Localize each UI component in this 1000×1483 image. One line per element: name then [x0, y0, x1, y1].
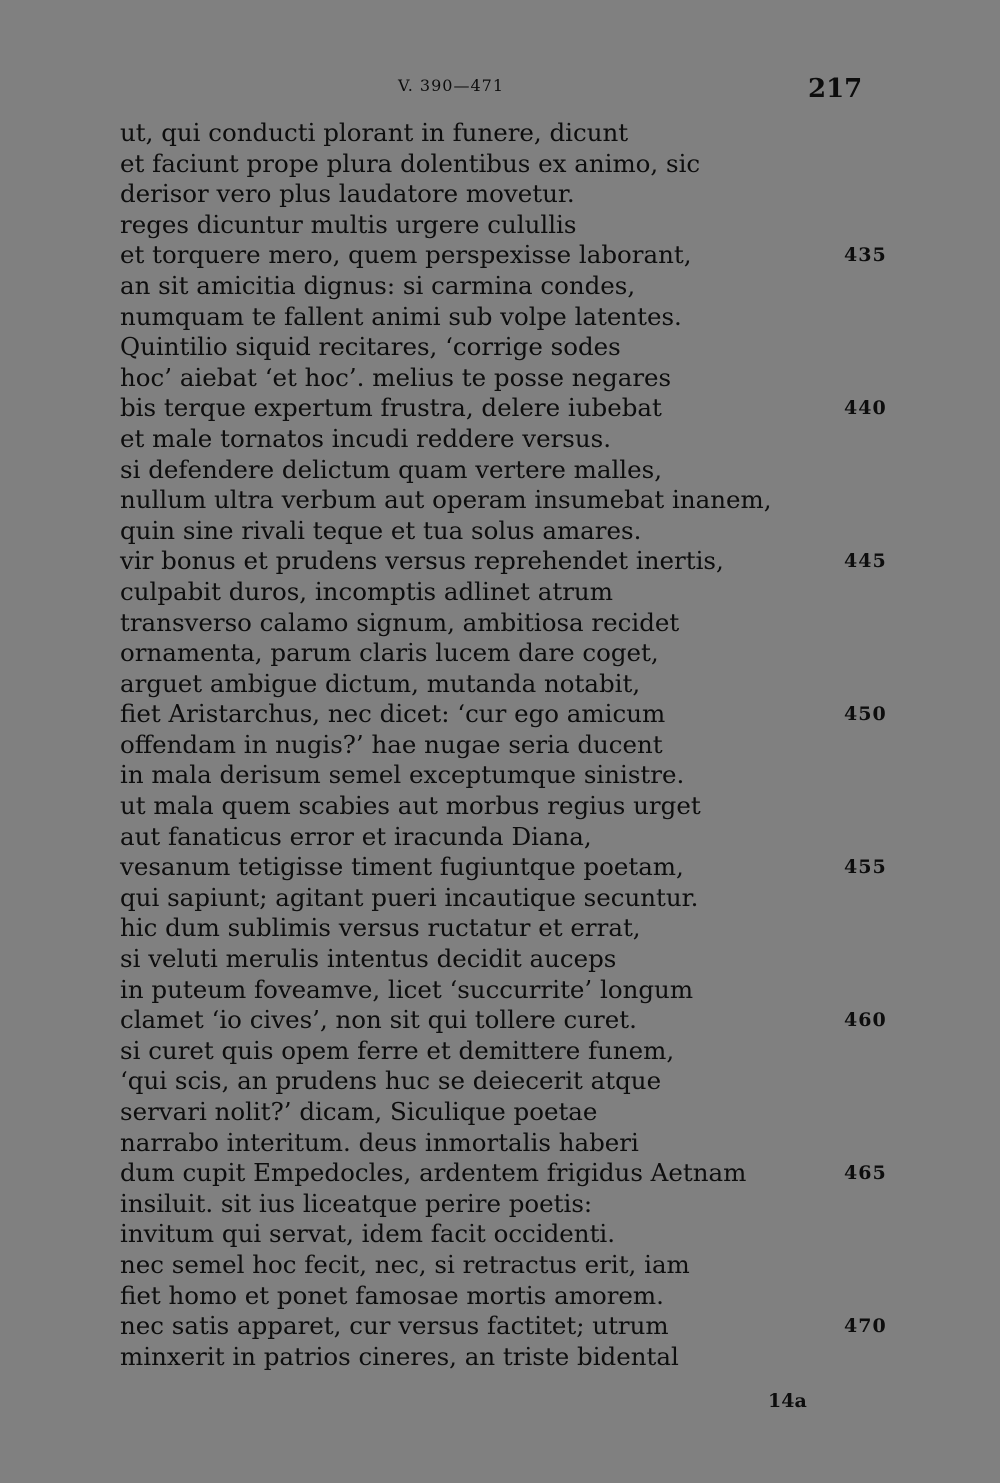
verse-line: [120, 1097, 910, 1128]
verse-text: ut mala quem scabies aut morbus regius urget: [120, 791, 701, 821]
verse-text: clamet ‘io cives’, non sit qui tollere curet.: [120, 1005, 637, 1035]
verse-list: [120, 118, 910, 1372]
verse-text: vir bonus et prudens versus reprehendet inertis,: [120, 546, 724, 576]
verse-text: dum cupit Empedocles, ardentem frigidus Aetnam: [120, 1158, 747, 1188]
verse-line: [120, 332, 910, 363]
verse-line: [120, 669, 910, 700]
verse-text: Quintilio siquid recitares, ‘corrige sodes: [120, 332, 621, 362]
verse-text: arguet ambigue dictum, mutanda notabit,: [120, 668, 641, 698]
verse-text: fiet Aristarchus, nec dicet: ‘cur ego amicum: [120, 699, 666, 729]
line-number: 450: [844, 703, 887, 726]
page-number: 217: [808, 74, 863, 104]
line-number: 445: [844, 550, 887, 573]
verse-line: [120, 302, 910, 333]
verse-text: servari nolit?’ dicam, Siculique poetae: [120, 1097, 598, 1126]
line-number: 460: [844, 1009, 887, 1032]
verse-line: [120, 944, 910, 975]
verse-text: insiluit. sit ius liceatque perire poetis:: [120, 1188, 593, 1218]
verse-line: [120, 455, 910, 486]
verse-text: in mala derisum semel exceptumque sinistre.: [120, 760, 685, 790]
verse-line: [120, 179, 910, 210]
verse-line: [120, 1311, 910, 1342]
verse-text: si defendere delictum quam vertere malles,: [120, 454, 662, 484]
verse-text: fiet homo et ponet famosae mortis amorem.: [120, 1280, 664, 1310]
verse-text: transverso calamo signum, ambitiosa recidet: [120, 607, 680, 637]
verse-text: ut, qui conducti plorant in funere, dicunt: [120, 118, 629, 147]
verse-text: qui sapiunt; agitant pueri incautique secuntur.: [120, 882, 699, 912]
verse-line: [120, 1158, 910, 1189]
verse-line: [120, 822, 910, 853]
verse-line: [120, 1219, 910, 1250]
verse-line: [120, 883, 910, 914]
verse-line: [120, 1005, 910, 1036]
verse-line: [120, 975, 910, 1006]
verse-text: si curet quis opem ferre et demittere funem,: [120, 1035, 675, 1065]
verse-text: si veluti merulis intentus decidit auceps: [120, 944, 617, 974]
verse-line: [120, 424, 910, 455]
verse-text: in puteum foveamve, licet ‘succurrite’ longum: [120, 974, 694, 1004]
running-head: V. 390—471: [398, 76, 505, 95]
verse-text: minxerit in patrios cineres, an triste bidental: [120, 1341, 679, 1371]
line-number: 455: [844, 856, 887, 879]
line-number: 465: [844, 1162, 887, 1185]
verse-line: [120, 791, 910, 822]
verse-text: nec satis apparet, cur versus factitet; utrum: [120, 1311, 669, 1341]
verse-text: numquam te fallent animi sub volpe latentes.: [120, 301, 682, 331]
line-number: 440: [844, 397, 887, 420]
verse-line: [120, 546, 910, 577]
verse-text: narrabo interitum. deus inmortalis haberi: [120, 1127, 639, 1157]
verse-text: hic dum sublimis versus ructatur et errat,: [120, 913, 641, 943]
verse-line: [120, 638, 910, 669]
verse-line: [120, 240, 910, 271]
verse-line: [120, 608, 910, 639]
verse-line: [120, 1189, 910, 1220]
verse-line: [120, 1128, 910, 1159]
verse-text: ‘qui scis, an prudens huc se deiecerit atque: [120, 1066, 662, 1096]
verse-text: an sit amicitia dignus: si carmina condes,: [120, 270, 636, 300]
verse-line: [120, 913, 910, 944]
verse-text: hoc’ aiebat ‘et hoc’. melius te posse negares: [120, 362, 672, 392]
verse-line: [120, 1250, 910, 1281]
verse-line: [120, 730, 910, 761]
verse-line: [120, 363, 910, 394]
verse-line: [120, 577, 910, 608]
verse-line: [120, 516, 910, 547]
verse-text: invitum qui servat, idem facit occidenti.: [120, 1219, 616, 1249]
verse-text: nullum ultra verbum aut operam insumebat inanem,: [120, 485, 772, 515]
verse-line: [120, 1036, 910, 1067]
verse-line: [120, 118, 910, 149]
verse-text: culpabit duros, incomptis adlinet atrum: [120, 576, 613, 606]
verse-line: [120, 393, 910, 424]
line-number: 470: [844, 1315, 887, 1338]
verse-text: reges dicuntur multis urgere culullis: [120, 209, 577, 239]
verse-line: [120, 1066, 910, 1097]
verse-text: derisor vero plus laudatore movetur.: [120, 179, 575, 209]
line-number: 435: [844, 244, 887, 267]
verse-text: et faciunt prope plura dolentibus ex animo, sic: [120, 148, 701, 178]
verse-line: [120, 760, 910, 791]
verse-text: quin sine rivali teque et tua solus amares.: [120, 515, 642, 545]
verse-line: [120, 852, 910, 883]
verse-text: aut fanaticus error et iracunda Diana,: [120, 821, 592, 851]
verse-line: [120, 1342, 910, 1373]
verse-text: et torquere mero, quem perspexisse laborant,: [120, 240, 692, 270]
verse-line: [120, 271, 910, 302]
verse-line: [120, 149, 910, 180]
verse-text: bis terque expertum frustra, delere iubebat: [120, 393, 662, 423]
verse-line: [120, 1281, 910, 1312]
verse-line: [120, 485, 910, 516]
verse-text: vesanum tetigisse timent fugiuntque poetam,: [120, 852, 684, 882]
verse-text: offendam in nugis?’ hae nugae seria ducent: [120, 729, 663, 759]
verse-line: [120, 210, 910, 241]
signature-mark: 14a: [768, 1390, 807, 1412]
verse-text: ornamenta, parum claris lucem dare coget,: [120, 638, 659, 668]
verse-line: [120, 699, 910, 730]
verse-text: nec semel hoc fecit, nec, si retractus erit, iam: [120, 1249, 690, 1279]
verse-text: et male tornatos incudi reddere versus.: [120, 423, 612, 453]
